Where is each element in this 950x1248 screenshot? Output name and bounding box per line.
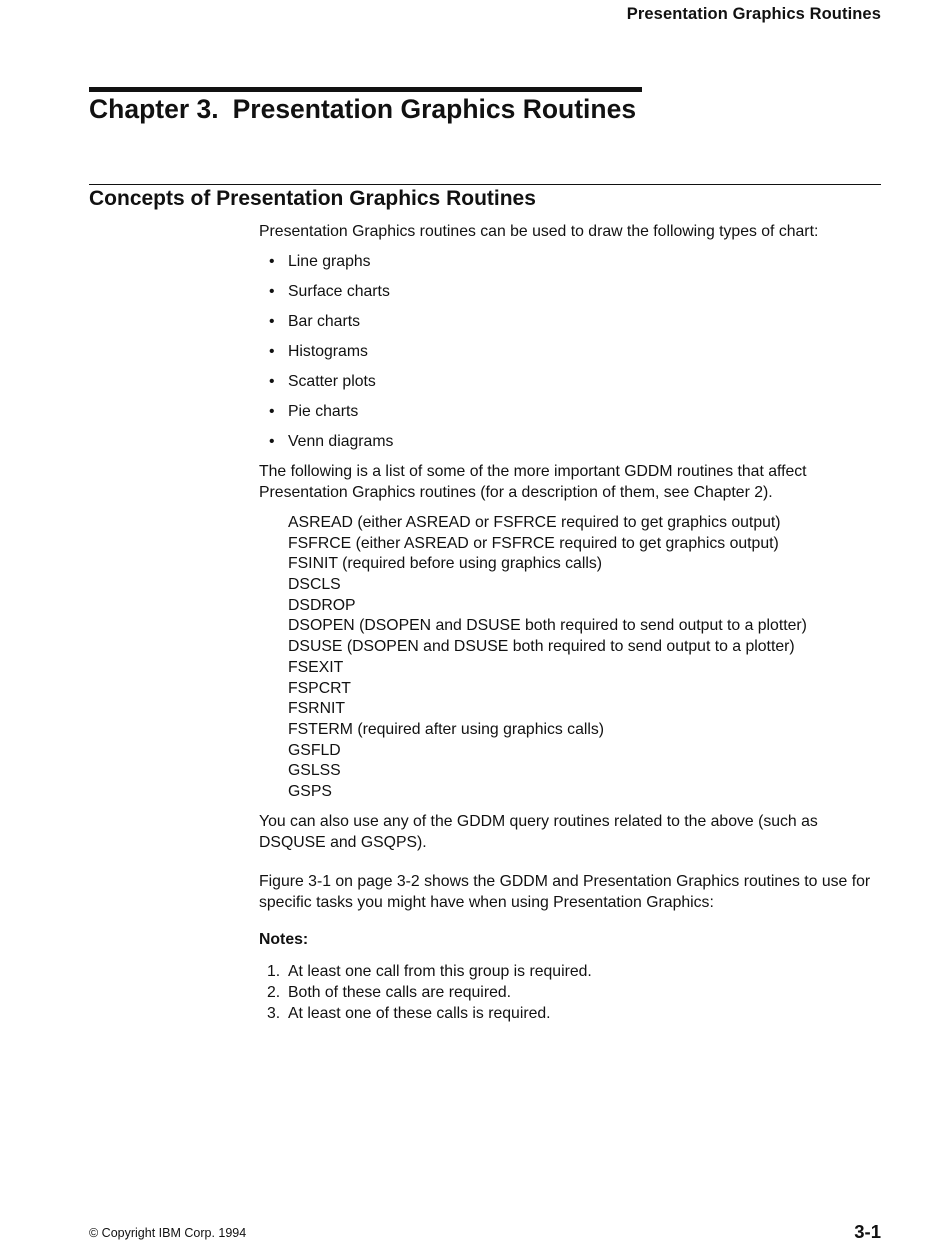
list-item: • Scatter plots [269,373,376,390]
list-item: • Histograms [269,343,368,360]
bullet-icon: • [269,403,275,420]
section-title: Concepts of Presentation Graphics Routines [89,187,536,210]
chapter-number: Chapter 3. [89,94,219,124]
chapter-title [89,94,636,125]
routine-item: DSUSE (DSOPEN and DSUSE both required to send output to a plotter) [288,638,795,656]
bullet-icon: • [269,253,275,270]
note-text: At least one call from this group is required. [288,963,592,980]
running-header-title: Presentation Graphics Routines [626,5,881,23]
bullet-icon: • [269,283,275,300]
routines-intro-paragraph: The following is a list of some of the more important GDDM routines that affect Presentation Graphics routines (for a description of them, see Chapter 2). [259,463,807,501]
routine-list [288,513,807,803]
note-number: 3. [267,1005,281,1022]
chapter-title-text: Presentation Graphics Routines [232,94,637,124]
figure-reference-paragraph: Figure 3-1 on page 3-2 shows the GDDM and Presentation Graphics routines to use for specific tasks you might have when using Presentation Graphics: [259,873,871,911]
routine-item: ASREAD (either ASREAD or FSFRCE required to get graphics output) [288,514,781,531]
chapter-rule [89,87,642,92]
notes-heading: Notes: [259,931,309,948]
routine-item: FSEXIT [288,658,344,676]
note-item [259,1003,592,1024]
note-text: Both of these calls are required. [288,984,512,1001]
bullet-icon: • [269,373,275,390]
note-text: At least one of these calls is required. [288,1005,551,1022]
routine-item: GSPS [288,782,332,800]
list-item: • Pie charts [269,403,359,420]
list-item: • Venn diagrams [269,433,394,450]
query-routines-paragraph: You can also use any of the GDDM query routines related to the above (such as DSQUSE and GSQPS). [259,813,818,851]
bullet-icon: • [269,433,275,450]
note-number: 2. [267,984,281,1001]
copyright-notice: © Copyright IBM Corp. 1994 [89,1226,247,1240]
page-number: 3-1 [854,1221,881,1242]
routine-item: DSOPEN (DSOPEN and DSUSE both required to send output to a plotter) [288,617,807,635]
routine-item: DSDROP [288,596,356,614]
bullet-icon: • [269,313,275,330]
chart-type-list [259,251,393,461]
bullet-icon: • [269,343,275,360]
list-item: • Surface charts [269,283,390,300]
note-item [259,982,592,1003]
section-rule [89,184,881,185]
routine-item: FSPCRT [288,679,351,697]
list-item: • Bar charts [269,313,360,330]
intro-paragraph: Presentation Graphics routines can be used to draw the following types of chart: [259,223,819,240]
routine-item: FSINIT (required before using graphics calls) [288,555,603,573]
note-item [259,961,592,982]
notes-list [259,961,592,1024]
routine-item: GSLSS [288,762,341,780]
routine-item: FSRNIT [288,700,346,718]
list-item: • Line graphs [269,253,371,270]
routine-item: FSTERM (required after using graphics calls) [288,720,605,738]
routine-item: FSFRCE (either ASREAD or FSFRCE required to get graphics output) [288,534,779,552]
routine-item: DSCLS [288,576,341,594]
note-number: 1. [267,963,281,980]
routine-item: GSFLD [288,741,341,759]
